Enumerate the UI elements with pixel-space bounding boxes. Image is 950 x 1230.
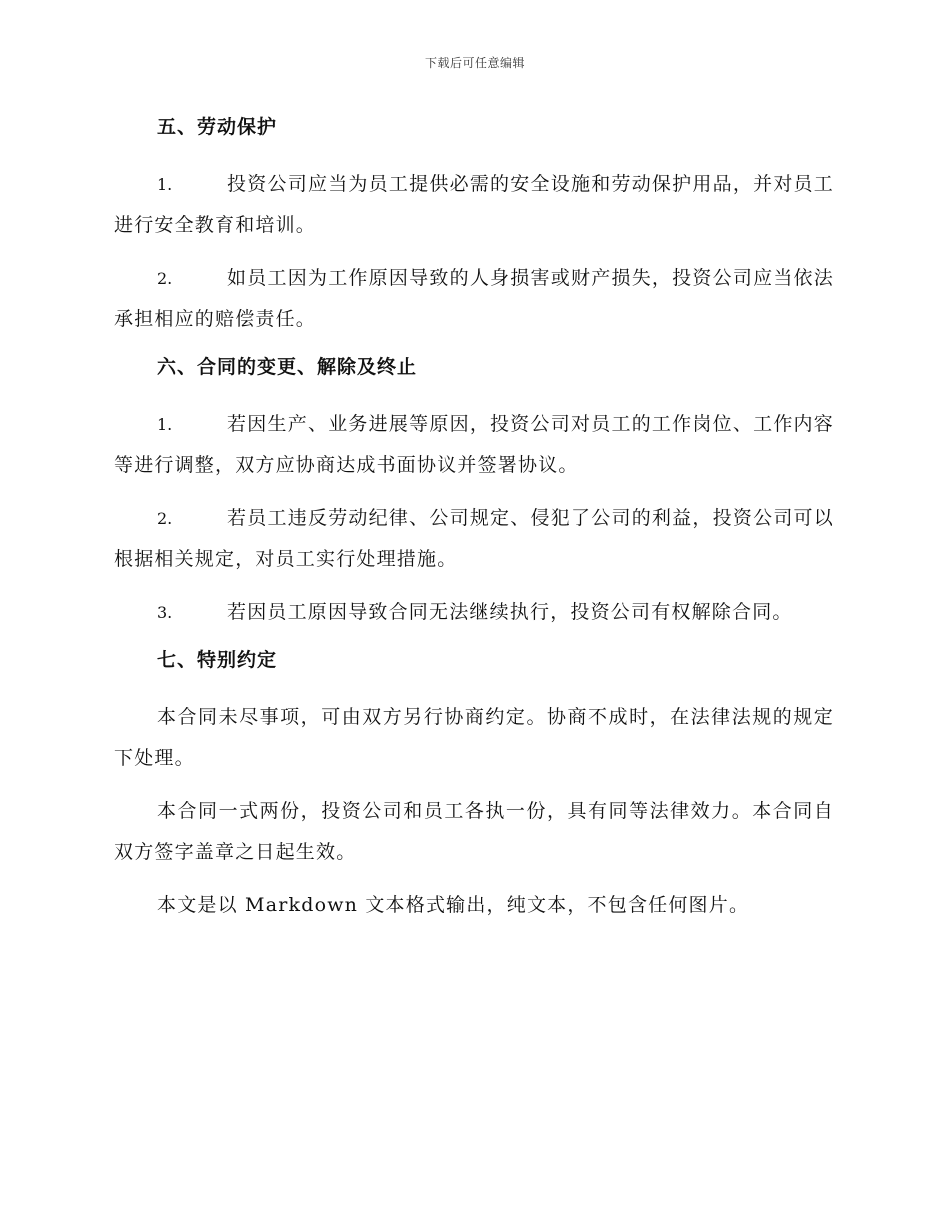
list-item (114, 258, 834, 340)
list-item (114, 498, 834, 580)
section-heading-labor-protection: 五、劳动保护 (157, 116, 278, 138)
section-heading-special-terms: 七、特别约定 (157, 649, 278, 671)
section-heading-contract-changes: 六、合同的变更、解除及终止 (157, 356, 418, 378)
list-item (114, 592, 834, 633)
header-note: 下载后可任意编辑 (424, 56, 525, 70)
paragraph: 本合同未尽事项，可由双方另行协商约定。协商不成时，在法律法规的规定下处理。 (114, 706, 834, 769)
item-number: 2. (157, 269, 173, 288)
list-item (114, 404, 834, 486)
item-number: 1. (157, 415, 173, 434)
item-text: 投资公司应当为员工提供必需的安全设施和劳动保护用品，并对员工进行安全教育和培训。 (114, 173, 834, 236)
paragraph: 本合同一式两份，投资公司和员工各执一份，具有同等法律效力。本合同自双方签字盖章之日起生效。 (114, 800, 834, 863)
item-text: 若因生产、业务进展等原因，投资公司对员工的工作岗位、工作内容等进行调整，双方应协商达成书面协议并签署协议。 (114, 413, 834, 476)
paragraph: 本文是以 Markdown 文本格式输出，纯文本，不包含任何图片。 (157, 894, 750, 916)
item-number: 2. (157, 509, 173, 528)
item-text: 若员工违反劳动纪律、公司规定、侵犯了公司的利益，投资公司可以根据相关规定，对员工实行处理措施。 (114, 507, 834, 570)
list-item (114, 164, 834, 246)
document-body (114, 112, 834, 938)
item-text: 若因员工原因导致合同无法继续执行，投资公司有权解除合同。 (227, 601, 793, 623)
item-number: 3. (157, 603, 173, 622)
item-number: 1. (157, 175, 173, 194)
item-text: 如员工因为工作原因导致的人身损害或财产损失，投资公司应当依法承担相应的赔偿责任。 (114, 267, 834, 330)
